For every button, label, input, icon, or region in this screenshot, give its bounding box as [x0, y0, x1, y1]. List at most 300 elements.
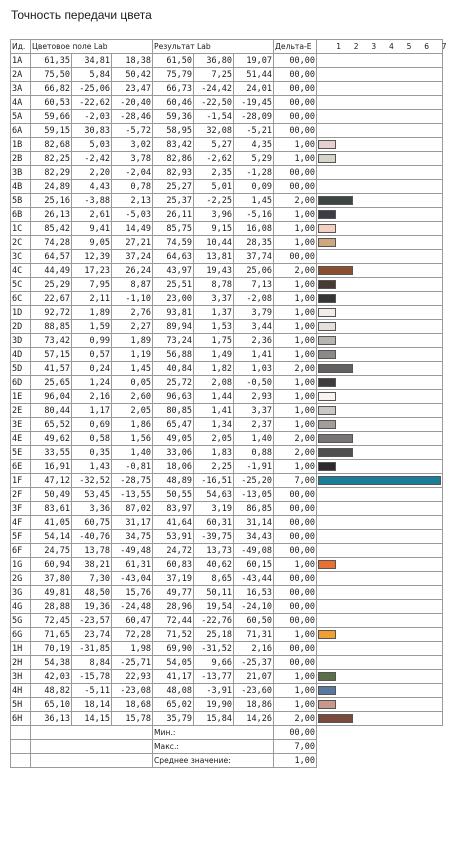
result-lab-value: 3,37: [234, 404, 274, 418]
table-row: [11, 628, 443, 642]
delta-e-bar-cell: [317, 712, 443, 726]
delta-e-value: 1,00: [274, 292, 317, 306]
result-lab-value: 1,49: [194, 348, 234, 362]
result-lab-value: 48,08: [153, 684, 194, 698]
row-id: 2D: [11, 320, 31, 334]
scale-tick-label: 4: [389, 41, 394, 51]
summary-row: [11, 740, 443, 754]
result-lab-value: 1,44: [194, 390, 234, 404]
result-lab-value: 1,41: [194, 404, 234, 418]
result-lab-value: 18,86: [234, 698, 274, 712]
row-id: 1B: [11, 138, 31, 152]
delta-e-value: 2,00: [274, 264, 317, 278]
result-lab-value: 19,07: [234, 54, 274, 68]
delta-e-value: 00,00: [274, 96, 317, 110]
row-id: 6B: [11, 208, 31, 222]
row-id: 2B: [11, 152, 31, 166]
delta-e-bar: [318, 350, 336, 359]
delta-e-value: 00,00: [274, 180, 317, 194]
result-lab-value: -25,37: [234, 656, 274, 670]
field-lab-value: 2,61: [72, 208, 112, 222]
field-lab-value: 1,86: [112, 418, 153, 432]
field-lab-value: -0,81: [112, 460, 153, 474]
field-lab-value: 1,56: [112, 432, 153, 446]
delta-e-bar-cell: [317, 376, 443, 390]
table-row: [11, 642, 443, 656]
result-lab-value: 93,81: [153, 306, 194, 320]
row-id: 3C: [11, 250, 31, 264]
result-lab-value: -13,77: [194, 670, 234, 684]
row-id: 5A: [11, 110, 31, 124]
delta-e-bar: [318, 224, 336, 233]
table-row: [11, 110, 443, 124]
table-row: [11, 320, 443, 334]
table-row: [11, 194, 443, 208]
row-id: 4A: [11, 96, 31, 110]
field-lab-value: -2,03: [72, 110, 112, 124]
summary-empty: [317, 726, 443, 740]
result-lab-value: 2,37: [234, 418, 274, 432]
table-row: [11, 292, 443, 306]
result-lab-value: -28,09: [234, 110, 274, 124]
row-id: 5G: [11, 614, 31, 628]
field-lab-value: 54,14: [31, 530, 72, 544]
summary-value: 1,00: [274, 754, 317, 768]
field-lab-value: 14,15: [72, 712, 112, 726]
row-id: 1H: [11, 642, 31, 656]
result-lab-value: -31,52: [194, 642, 234, 656]
summary-empty: [11, 726, 31, 740]
delta-e-bar-cell: [317, 110, 443, 124]
result-lab-value: 37,74: [234, 250, 274, 264]
delta-e-value: 2,00: [274, 712, 317, 726]
field-lab-value: 5,84: [72, 68, 112, 82]
field-lab-value: 70,19: [31, 642, 72, 656]
table-row: [11, 488, 443, 502]
row-id: 6F: [11, 544, 31, 558]
field-lab-value: 0,05: [112, 376, 153, 390]
result-lab-value: 36,80: [194, 54, 234, 68]
page-title: Точность передачи цвета: [11, 8, 152, 22]
delta-e-value: 1,00: [274, 460, 317, 474]
result-lab-value: 13,81: [194, 250, 234, 264]
row-id: 4F: [11, 516, 31, 530]
row-id: 2G: [11, 572, 31, 586]
field-lab-value: 2,13: [112, 194, 153, 208]
result-lab-value: 72,44: [153, 614, 194, 628]
table-row: [11, 362, 443, 376]
result-lab-value: 60,15: [234, 558, 274, 572]
table-row: [11, 656, 443, 670]
field-lab-value: -15,78: [72, 670, 112, 684]
delta-e-bar: [318, 448, 353, 457]
row-id: 3B: [11, 166, 31, 180]
delta-e-bar: [318, 280, 336, 289]
field-lab-value: 2,05: [112, 404, 153, 418]
field-lab-value: 14,49: [112, 222, 153, 236]
delta-e-bar-cell: [317, 628, 443, 642]
field-lab-value: 15,76: [112, 586, 153, 600]
delta-e-bar-cell: [317, 278, 443, 292]
field-lab-value: 44,49: [31, 264, 72, 278]
table-row: [11, 264, 443, 278]
table-row: [11, 152, 443, 166]
delta-e-value: 1,00: [274, 418, 317, 432]
table-row: [11, 138, 443, 152]
field-lab-value: -43,04: [112, 572, 153, 586]
row-id: 3H: [11, 670, 31, 684]
delta-e-bar-cell: [317, 558, 443, 572]
field-lab-value: 25,16: [31, 194, 72, 208]
header-field-lab: Цветовое поле Lab: [31, 40, 153, 54]
result-lab-value: 66,73: [153, 82, 194, 96]
field-lab-value: 1,24: [72, 376, 112, 390]
field-lab-value: 18,38: [112, 54, 153, 68]
table-row: [11, 390, 443, 404]
field-lab-value: 7,95: [72, 278, 112, 292]
delta-e-value: 1,00: [274, 278, 317, 292]
table-row: [11, 222, 443, 236]
summary-empty: [11, 740, 31, 754]
table-row: [11, 712, 443, 726]
row-id: 4G: [11, 600, 31, 614]
table-header-row: [11, 40, 443, 54]
table-row: [11, 418, 443, 432]
delta-e-bar-cell: [317, 320, 443, 334]
row-id: 6E: [11, 460, 31, 474]
delta-e-value: 1,00: [274, 236, 317, 250]
delta-e-bar-cell: [317, 600, 443, 614]
result-lab-value: 37,19: [153, 572, 194, 586]
row-id: 1D: [11, 306, 31, 320]
row-id: 3F: [11, 502, 31, 516]
delta-e-bar-cell: [317, 194, 443, 208]
field-lab-value: 38,21: [72, 558, 112, 572]
result-lab-value: 41,17: [153, 670, 194, 684]
row-id: 4B: [11, 180, 31, 194]
field-lab-value: 66,82: [31, 82, 72, 96]
field-lab-value: -25,06: [72, 82, 112, 96]
field-lab-value: 1,59: [72, 320, 112, 334]
field-lab-value: 17,23: [72, 264, 112, 278]
field-lab-value: 5,03: [72, 138, 112, 152]
result-lab-value: 2,35: [194, 166, 234, 180]
delta-e-bar-cell: [317, 334, 443, 348]
delta-e-bar-cell: [317, 208, 443, 222]
delta-e-bar-cell: [317, 642, 443, 656]
row-id: 4D: [11, 348, 31, 362]
field-lab-value: 59,15: [31, 124, 72, 138]
delta-e-bar-cell: [317, 250, 443, 264]
delta-e-bar-cell: [317, 698, 443, 712]
field-lab-value: 72,28: [112, 628, 153, 642]
result-lab-value: 64,63: [153, 250, 194, 264]
result-lab-value: 43,97: [153, 264, 194, 278]
field-lab-value: 54,38: [31, 656, 72, 670]
field-lab-value: 57,15: [31, 348, 72, 362]
field-lab-value: 61,31: [112, 558, 153, 572]
result-lab-value: 1,03: [234, 362, 274, 376]
field-lab-value: 4,43: [72, 180, 112, 194]
field-lab-value: 8,84: [72, 656, 112, 670]
result-lab-value: -25,20: [234, 474, 274, 488]
table-row: [11, 82, 443, 96]
delta-e-bar: [318, 462, 336, 471]
scale-tick-label: 3: [371, 41, 377, 51]
field-lab-value: -49,48: [112, 544, 153, 558]
summary-label: Макс.:: [153, 740, 274, 754]
field-lab-value: -23,08: [112, 684, 153, 698]
delta-e-bar-cell: [317, 96, 443, 110]
row-id: 5F: [11, 530, 31, 544]
field-lab-value: 71,65: [31, 628, 72, 642]
result-lab-value: 7,25: [194, 68, 234, 82]
result-lab-value: 32,08: [194, 124, 234, 138]
delta-e-bar: [318, 560, 336, 569]
field-lab-value: -25,71: [112, 656, 153, 670]
table-row: [11, 250, 443, 264]
delta-e-value: 00,00: [274, 600, 317, 614]
result-lab-value: 60,46: [153, 96, 194, 110]
delta-e-bar-cell: [317, 656, 443, 670]
field-lab-value: 0,58: [72, 432, 112, 446]
result-lab-value: -13,05: [234, 488, 274, 502]
scale-tick-label: 2: [353, 41, 359, 51]
result-lab-value: 19,43: [194, 264, 234, 278]
field-lab-value: -20,40: [112, 96, 153, 110]
result-lab-value: 49,05: [153, 432, 194, 446]
field-lab-value: 18,68: [112, 698, 153, 712]
delta-e-value: 1,00: [274, 222, 317, 236]
delta-e-bar-cell: [317, 460, 443, 474]
result-lab-value: 85,75: [153, 222, 194, 236]
delta-e-value: 00,00: [274, 614, 317, 628]
row-id: 3G: [11, 586, 31, 600]
field-lab-value: 82,25: [31, 152, 72, 166]
delta-e-bar: [318, 672, 336, 681]
result-lab-value: 1,40: [234, 432, 274, 446]
result-lab-value: -1,28: [234, 166, 274, 180]
table-row: [11, 180, 443, 194]
row-id: 6D: [11, 376, 31, 390]
field-lab-value: 25,29: [31, 278, 72, 292]
field-lab-value: 8,87: [112, 278, 153, 292]
row-id: 6A: [11, 124, 31, 138]
field-lab-value: 47,12: [31, 474, 72, 488]
row-id: 2C: [11, 236, 31, 250]
field-lab-value: 24,89: [31, 180, 72, 194]
row-id: 5D: [11, 362, 31, 376]
result-lab-value: -2,62: [194, 152, 234, 166]
header-scale: [317, 40, 447, 54]
delta-e-value: 1,00: [274, 334, 317, 348]
field-lab-value: 1,40: [112, 446, 153, 460]
field-lab-value: 1,89: [112, 334, 153, 348]
delta-e-bar-cell: [317, 586, 443, 600]
field-lab-value: 49,62: [31, 432, 72, 446]
field-lab-value: 92,72: [31, 306, 72, 320]
result-lab-value: 25,18: [194, 628, 234, 642]
field-lab-value: 22,93: [112, 670, 153, 684]
result-lab-value: -5,21: [234, 124, 274, 138]
field-lab-value: 88,85: [31, 320, 72, 334]
field-lab-value: 0,78: [112, 180, 153, 194]
result-lab-value: 3,44: [234, 320, 274, 334]
field-lab-value: 48,82: [31, 684, 72, 698]
table-body: [11, 54, 443, 726]
delta-e-bar-cell: [317, 670, 443, 684]
result-lab-value: 49,77: [153, 586, 194, 600]
field-lab-value: 0,99: [72, 334, 112, 348]
field-lab-value: 13,78: [72, 544, 112, 558]
scale-tick-label: 6: [424, 41, 429, 51]
row-id: 2E: [11, 404, 31, 418]
delta-e-value: 1,00: [274, 320, 317, 334]
delta-e-bar-cell: [317, 530, 443, 544]
delta-e-bar-cell: [317, 614, 443, 628]
field-lab-value: 53,45: [72, 488, 112, 502]
row-id: 2H: [11, 656, 31, 670]
result-lab-value: 7,13: [234, 278, 274, 292]
table-row: [11, 530, 443, 544]
result-lab-value: 9,66: [194, 656, 234, 670]
delta-e-bar-cell: [317, 488, 443, 502]
table-row: [11, 166, 443, 180]
row-id: 1E: [11, 390, 31, 404]
result-lab-value: 25,51: [153, 278, 194, 292]
result-lab-value: -2,08: [234, 292, 274, 306]
result-lab-value: 60,31: [194, 516, 234, 530]
delta-e-bar-cell: [317, 362, 443, 376]
field-lab-value: -24,48: [112, 600, 153, 614]
result-lab-value: 40,84: [153, 362, 194, 376]
result-lab-value: 33,06: [153, 446, 194, 460]
row-id: 4C: [11, 264, 31, 278]
delta-e-value: 00,00: [274, 586, 317, 600]
field-lab-value: -5,11: [72, 684, 112, 698]
field-lab-value: 75,50: [31, 68, 72, 82]
result-lab-value: 2,25: [194, 460, 234, 474]
delta-e-bar: [318, 378, 336, 387]
delta-e-value: 00,00: [274, 516, 317, 530]
field-lab-value: 0,69: [72, 418, 112, 432]
field-lab-value: -23,57: [72, 614, 112, 628]
result-lab-value: -3,91: [194, 684, 234, 698]
delta-e-bar-cell: [317, 418, 443, 432]
delta-e-value: 1,00: [274, 628, 317, 642]
field-lab-value: 12,39: [72, 250, 112, 264]
result-lab-value: 19,90: [194, 698, 234, 712]
delta-e-value: 00,00: [274, 656, 317, 670]
field-lab-value: 2,16: [72, 390, 112, 404]
delta-e-value: 2,00: [274, 446, 317, 460]
field-lab-value: 31,17: [112, 516, 153, 530]
field-lab-value: 96,04: [31, 390, 72, 404]
result-lab-value: -1,54: [194, 110, 234, 124]
table-row: [11, 54, 443, 68]
field-lab-value: -1,10: [112, 292, 153, 306]
field-lab-value: 26,24: [112, 264, 153, 278]
result-lab-value: 16,53: [234, 586, 274, 600]
result-lab-value: 25,27: [153, 180, 194, 194]
field-lab-value: 82,68: [31, 138, 72, 152]
field-lab-value: 3,36: [72, 502, 112, 516]
result-lab-value: 54,63: [194, 488, 234, 502]
delta-e-bar: [318, 700, 336, 709]
result-lab-value: 3,37: [194, 292, 234, 306]
delta-e-bar: [318, 210, 336, 219]
delta-e-value: 00,00: [274, 488, 317, 502]
delta-e-bar-cell: [317, 222, 443, 236]
result-lab-value: 65,47: [153, 418, 194, 432]
field-lab-value: -28,46: [112, 110, 153, 124]
delta-e-value: 1,00: [274, 152, 317, 166]
table-row: [11, 68, 443, 82]
field-lab-value: 33,55: [31, 446, 72, 460]
delta-e-bar: [318, 434, 353, 443]
field-lab-value: 50,49: [31, 488, 72, 502]
row-id: 3D: [11, 334, 31, 348]
field-lab-value: -22,62: [72, 96, 112, 110]
delta-e-value: 2,00: [274, 432, 317, 446]
result-lab-value: 28,35: [234, 236, 274, 250]
delta-e-bar: [318, 308, 336, 317]
result-lab-value: 1,41: [234, 348, 274, 362]
delta-e-value: 1,00: [274, 390, 317, 404]
field-lab-value: 28,88: [31, 600, 72, 614]
field-lab-value: 85,42: [31, 222, 72, 236]
result-lab-value: 60,50: [234, 614, 274, 628]
delta-e-value: 00,00: [274, 110, 317, 124]
table-row: [11, 614, 443, 628]
field-lab-value: 72,45: [31, 614, 72, 628]
table-row: [11, 544, 443, 558]
delta-e-value: 00,00: [274, 572, 317, 586]
field-lab-value: 1,43: [72, 460, 112, 474]
delta-e-bar-cell: [317, 166, 443, 180]
result-lab-value: -24,10: [234, 600, 274, 614]
summary-row: [11, 726, 443, 740]
delta-e-bar-cell: [317, 502, 443, 516]
result-lab-value: -1,91: [234, 460, 274, 474]
delta-e-bar: [318, 294, 336, 303]
summary-label: Мин.:: [153, 726, 274, 740]
result-lab-value: 71,31: [234, 628, 274, 642]
result-lab-value: 41,64: [153, 516, 194, 530]
field-lab-value: 27,21: [112, 236, 153, 250]
table-row: [11, 96, 443, 110]
field-lab-value: 41,57: [31, 362, 72, 376]
result-lab-value: -49,08: [234, 544, 274, 558]
result-lab-value: 24,72: [153, 544, 194, 558]
result-lab-value: 4,35: [234, 138, 274, 152]
delta-e-bar: [318, 714, 353, 723]
delta-e-value: 1,00: [274, 670, 317, 684]
row-id: 6G: [11, 628, 31, 642]
table-row: [11, 474, 443, 488]
field-lab-value: 9,41: [72, 222, 112, 236]
result-lab-value: 58,95: [153, 124, 194, 138]
result-lab-value: 50,11: [194, 586, 234, 600]
result-lab-value: 25,37: [153, 194, 194, 208]
delta-e-bar: [318, 364, 353, 373]
result-lab-value: 28,96: [153, 600, 194, 614]
result-lab-value: -19,45: [234, 96, 274, 110]
field-lab-value: 24,75: [31, 544, 72, 558]
field-lab-value: 37,24: [112, 250, 153, 264]
result-lab-value: 1,34: [194, 418, 234, 432]
table-row: [11, 586, 443, 600]
